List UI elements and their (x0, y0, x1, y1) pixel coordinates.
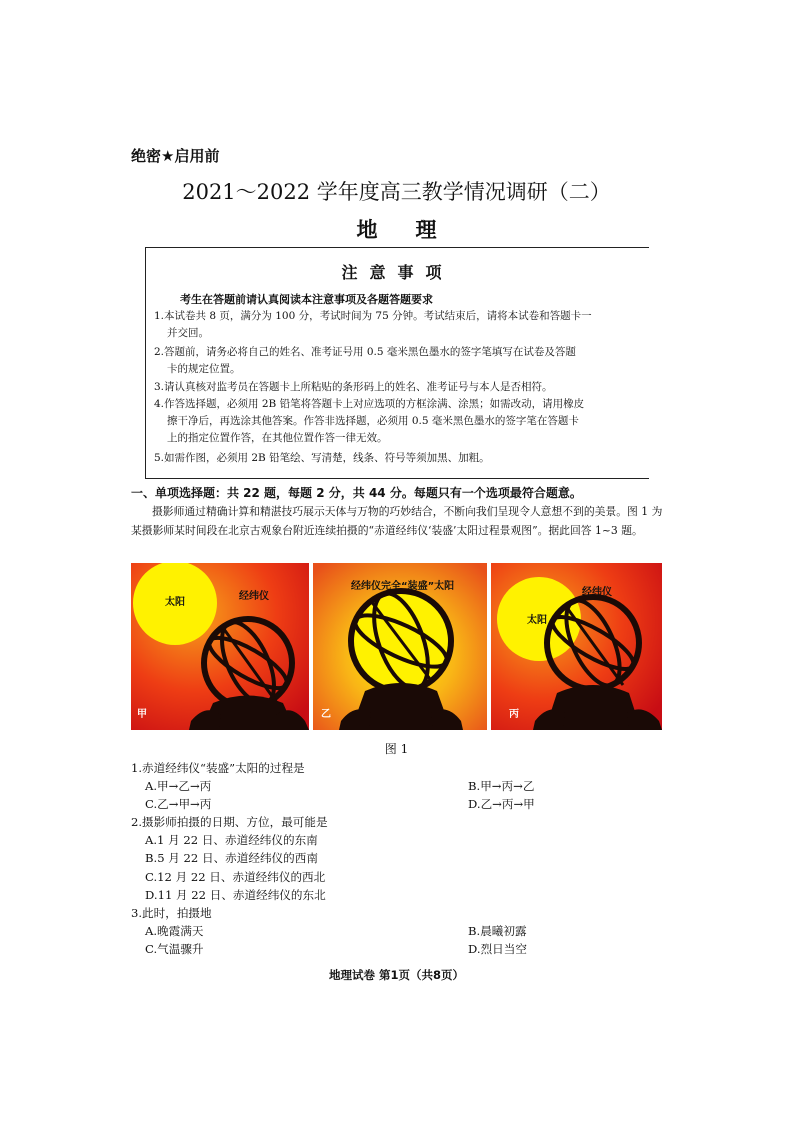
option-c[interactable]: C.12 月 22 日、赤道经纬仪的西北 (145, 870, 326, 884)
instrument-label: 经纬仪 (582, 587, 612, 598)
panel-id-label: 甲 (137, 709, 147, 720)
notice-box (145, 247, 649, 479)
notice-item (154, 308, 644, 342)
question-stem: 3.此时，拍摄地 (131, 906, 212, 920)
instrument-label: 经纬仪 (239, 591, 269, 602)
notice-line: 并交回。 (167, 327, 209, 339)
photo-panel-yi (313, 563, 487, 730)
figure-caption: 图 1 (384, 742, 409, 756)
notice-subtitle: 考生在答题前请认真阅读本注意事项及各题答题要求 (180, 293, 433, 306)
option-d[interactable]: D.乙→丙→甲 (468, 797, 535, 811)
notice-item (154, 344, 644, 378)
notice-title: 注意事项 (341, 263, 454, 282)
photo-panel-jia (131, 563, 309, 730)
option-d[interactable]: D.11 月 22 日、赤道经纬仪的东北 (145, 888, 326, 902)
instrument-caption: 经纬仪完全“装盛”太阳 (351, 581, 455, 592)
option-a[interactable]: A.甲→乙→丙 (145, 779, 212, 793)
notice-line: 4.作答选择题，必须用 2B 铅笔将答题卡上对应选项的方框涂满、涂黑；如需改动，请用橡皮 (154, 398, 585, 410)
question-intro: 摄影师通过精确计算和精湛技巧展示天体与万物的巧妙结合，不断向我们呈现令人意想不到的美景。图 1 为某摄影师某时间段在北京古观象台附近连续拍摄的“赤道经纬仪‘装盛’太阳过程景观图”。据此回答 1~3 题。 (131, 505, 663, 537)
notice-line: 上的指定位置作答，在其他位置作答一律无效。 (167, 432, 388, 444)
section-heading: 一、单项选择题：共 22 题，每题 2 分，共 44 分。每题只有一个选项最符合题意。 (131, 486, 582, 500)
panel-id-label: 丙 (509, 709, 519, 720)
sun-label: 太阳 (527, 615, 547, 626)
photo-panel-bing (491, 563, 662, 730)
notice-line: 5.如需作图，必须用 2B 铅笔绘、写清楚，线条、符号等须加黑、加粗。 (154, 452, 490, 464)
notice-item (154, 450, 644, 467)
exam-title: 2021～2022 学年度高三教学情况调研（二） (182, 180, 611, 204)
panel-id-label: 乙 (321, 709, 331, 720)
notice-line: 2.答题前，请务必将自己的姓名、准考证号用 0.5 毫米黑色墨水的签字笔填写在试卷及答题 (154, 346, 576, 358)
option-a[interactable]: A.1 月 22 日、赤道经纬仪的东南 (145, 833, 318, 847)
notice-line: 1.本试卷共 8 页，满分为 100 分，考试时间为 75 分钟。考试结束后，请将本试卷和答题卡一 (154, 310, 592, 322)
option-c[interactable]: C.乙→甲→丙 (145, 797, 212, 811)
notice-line: 卡的规定位置。 (167, 363, 241, 375)
notice-line: 擦干净后，再选涂其他答案。作答非选择题，必须用 0.5 毫米黑色墨水的签字笔在答题卡 (167, 415, 579, 427)
confidential-mark: 绝密★启用前 (131, 147, 220, 165)
notice-item (154, 379, 644, 396)
page-footer: 地理试卷 第1页（共8页） (328, 968, 464, 982)
question-stem: 1.赤道经纬仪“装盛”太阳的过程是 (131, 761, 305, 775)
option-b[interactable]: B.甲→丙→乙 (468, 779, 535, 793)
question-stem: 2.摄影师拍摄的日期、方位，最可能是 (131, 815, 328, 829)
notice-item (154, 396, 644, 447)
notice-line: 3.请认真核对监考员在答题卡上所粘贴的条形码上的姓名、准考证号与本人是否相符。 (154, 381, 553, 393)
option-a[interactable]: A.晚霞满天 (145, 924, 204, 938)
option-b[interactable]: B.晨曦初露 (468, 924, 527, 938)
subject-title: 地理 (356, 217, 475, 242)
option-c[interactable]: C.气温骤升 (145, 942, 204, 956)
option-d[interactable]: D.烈日当空 (468, 942, 527, 956)
option-b[interactable]: B.5 月 22 日、赤道经纬仪的西南 (145, 851, 318, 865)
sun-label: 太阳 (165, 597, 185, 608)
